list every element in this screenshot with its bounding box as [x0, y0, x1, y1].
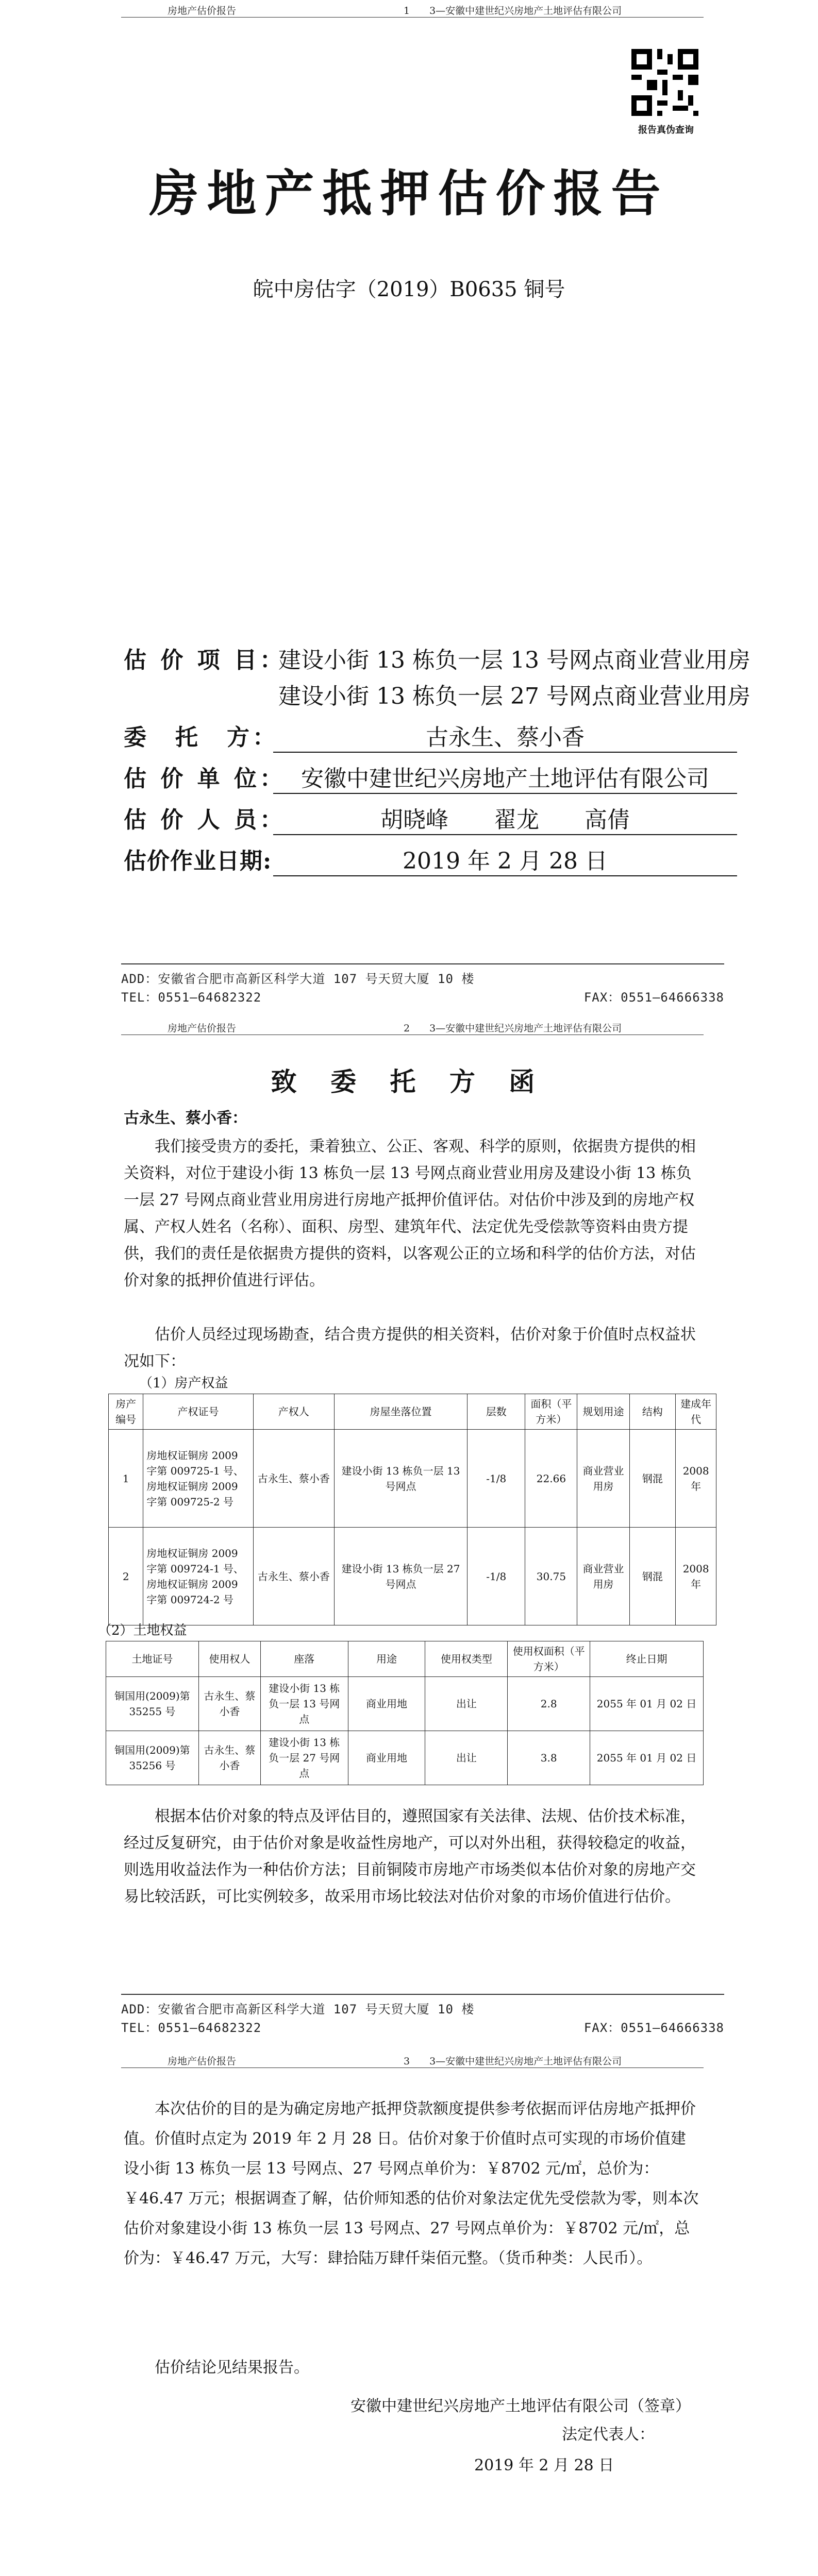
letter-para-4: 本次估价的目的是为确定房地产抵押贷款额度提供参考依据而评估房地产抵押价值。价值时点定为 2019 年 2 月 28 日。估价对象于价值时点可实现的市场价值建设小街 13 栋负一层 13 号网点、27 号网点单价为：￥8702 元/㎡，总价为：￥46.47 万元；根据调查了解，估价师知悉的估价对象法定优先受偿款为零，则本次估价对象建设小街 13 栋负一层 13 号网点、27 号网点单价为：￥8702 元/㎡，总价为：￥46.47 万元，大写：肆拾陆万肆仟柒佰元整。（货币种类：人民币）。: [124, 2100, 699, 2267]
header-right: 1 3—安徽中建世纪兴房地产土地评估有限公司: [404, 5, 622, 16]
header-right: 3 3—安徽中建世纪兴房地产土地评估有限公司: [404, 2056, 622, 2067]
th-year: 建成年代: [676, 1394, 716, 1430]
th-floor: 层数: [468, 1394, 525, 1430]
header-left: 房地产估价报告: [168, 2056, 237, 2067]
letter-para-5: 估价结论见结果报告。: [155, 2359, 309, 2377]
th-no: 房产编号: [109, 1394, 143, 1430]
person-value: 胡晓峰 翟龙 高倩: [273, 801, 737, 835]
client-label: 委 托 方：: [124, 724, 278, 751]
date-value: 2019 年 2 月 28 日: [273, 842, 737, 876]
footer-address: ADD：安徽省合肥市高新区科学大道 107 号天贸大厦 10 楼: [121, 972, 475, 986]
property-table-header: [109, 1394, 716, 1430]
page-footer-2: [121, 1994, 724, 2037]
page-header-1: [121, 0, 704, 18]
signature-representative: 法定代表人：: [562, 2426, 655, 2444]
table-row: 铜国用(2009)第 35256 号 古永生、蔡小香 建设小街 13 栋负一层 27 号网点 商业用地 出让 3.8 2055 年 01 月 02 日: [106, 1731, 704, 1785]
page-header-2: [121, 1018, 704, 1035]
project-value-1: 建设小街 13 栋负一层 13 号网点商业营业用房: [278, 647, 750, 673]
footer-address: ADD：安徽省合肥市高新区科学大道 107 号天贸大厦 10 楼: [121, 2002, 475, 2016]
letter-para-3: 根据本估价对象的特点及评估目的，遵照国家有关法律、法规、估价技术标准，经过反复研究，由于估价对象是收益性房地产，可以对外出租，获得较稳定的收益，则选用收益法作为一种估价方法；目前铜陵市房地产市场类似本估价对象的房地产交易比较活跃，可比实例较多，故采用市场比较法对估价对象的市场价值进行估价。: [124, 1807, 696, 1906]
property-table: [108, 1394, 716, 1625]
qr-code[interactable]: [631, 49, 698, 116]
land-table-header: 土地证号 使用权人 座落 用途 使用权类型 使用权面积（平方米） 终止日期: [106, 1641, 704, 1677]
page-footer-1: [121, 963, 724, 1007]
footer-fax: FAX：0551—64666338: [583, 990, 724, 1005]
header-right: 2 3—安徽中建世纪兴房地产土地评估有限公司: [404, 1023, 622, 1034]
th-structure: 结构: [629, 1394, 676, 1430]
th-cert: 产权证号: [143, 1394, 253, 1430]
report-number: 皖中房估字（2019）B0635 铜号: [253, 278, 565, 301]
header-rule: [121, 2067, 704, 2068]
letter-salutation: 古永生、蔡小香：: [124, 1109, 247, 1127]
footer-tel: TEL：0551—64682322: [121, 2021, 262, 2035]
header-rule: [121, 17, 704, 18]
report-title: 房地产抵押估价报告: [149, 164, 669, 223]
letter-para-1: 我们接受贵方的委托，秉着独立、公正、客观、科学的原则，依据贵方提供的相关资料，对位于建设小街 13 栋负一层 13 号网点商业营业用房及建设小街 13 栋负一层 27 号网点商业营业用房进行房地产抵押价值评估。对估价中涉及到的房地产权属、产权人姓名（名称）、面积、房型、建筑年代、法定优先受偿款等资料由贵方提供，我们的责任是依据贵方提供的资料，以客观公正的立场和科学的估价方法，对估价对象的抵押价值进行评估。: [124, 1138, 696, 1290]
signature-date: 2019 年 2 月 28 日: [474, 2456, 614, 2475]
unit-label: 估 价 单 位：: [124, 766, 286, 792]
letter-para-2: 估价人员经过现场勘查，结合贵方提供的相关资料，估价对象于价值时点权益状况如下：: [124, 1326, 696, 1370]
person-label: 估 价 人 员：: [124, 807, 286, 833]
header-left: 房地产估价报告: [168, 1023, 237, 1034]
project-value-2: 建设小街 13 栋负一层 27 号网点商业营业用房: [278, 683, 750, 709]
land-subheading: （2）土地权益: [98, 1623, 187, 1638]
project-label: 估 价 项 目：: [124, 647, 286, 673]
table-row: 1 房地权证铜房 2009 字第 009725-1 号、房地权证铜房 2009 字第 009725-2 号 古永生、蔡小香 建设小街 13 栋负一层 13 号网点 -1/8 22.66 商业营业用房 钢混 2008 年: [109, 1430, 716, 1528]
footer-tel: TEL：0551—64682322: [121, 990, 262, 1005]
land-table: [106, 1641, 704, 1785]
qr-caption: 报告真伪查询: [638, 125, 694, 135]
table-row: 2 房地权证铜房 2009 字第 009724-1 号、房地权证铜房 2009 字第 009724-2 号 古永生、蔡小香 建设小街 13 栋负一层 27 号网点 -1/8 30.75 商业营业用房 钢混 2008 年: [109, 1528, 716, 1625]
letter-heading: 致 委 托 方 函: [271, 1066, 547, 1097]
footer-fax: FAX：0551—64666338: [583, 2021, 724, 2035]
table-row: 铜国用(2009)第 35255 号 古永生、蔡小香 建设小街 13 栋负一层 13 号网点 商业用地 出让 2.8 2055 年 01 月 02 日: [106, 1677, 704, 1731]
property-subheading: （1）房产权益: [139, 1376, 228, 1391]
header-left: 房地产估价报告: [168, 5, 237, 16]
date-label: 估价作业日期:: [124, 848, 272, 874]
signature-company: 安徽中建世纪兴房地产土地评估有限公司（签章）: [350, 2397, 691, 2415]
unit-value: 安徽中建世纪兴房地产土地评估有限公司: [273, 760, 737, 794]
th-owner: 产权人: [253, 1394, 334, 1430]
client-value: 古永生、蔡小香: [273, 719, 737, 753]
th-area: 面积（平方米）: [525, 1394, 577, 1430]
page-header-3: [121, 2050, 704, 2068]
th-use: 规划用途: [577, 1394, 629, 1430]
th-location: 房屋坐落位置: [334, 1394, 467, 1430]
